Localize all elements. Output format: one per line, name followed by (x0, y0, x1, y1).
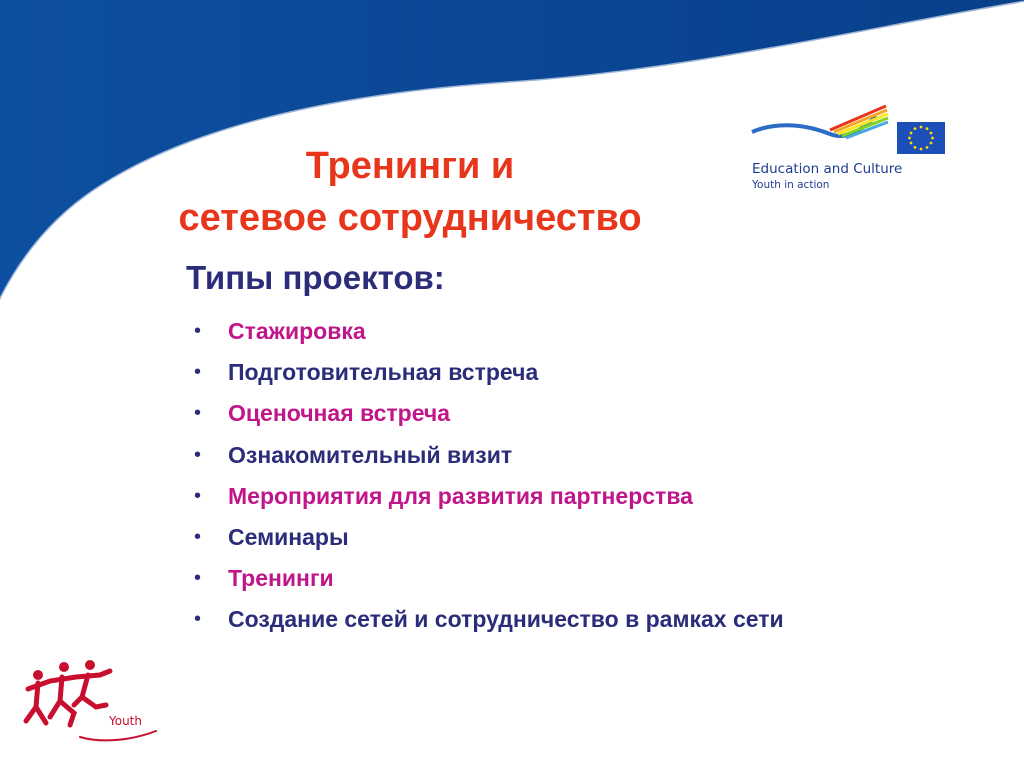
slide-title (0, 140, 820, 244)
project-types-list (186, 311, 784, 641)
bullet-icon: • (194, 525, 202, 548)
bullet-icon: • (194, 320, 202, 342)
bullet-icon: • (194, 402, 202, 425)
title-line-1: Тренинги и (305, 145, 515, 187)
list-item-text: Ознакомительный визит (228, 441, 513, 468)
list-item (186, 599, 784, 640)
youth-in-action-text: Youth in action (752, 179, 830, 191)
bullet-icon: • (194, 443, 202, 466)
title-line-2: сетевое сотрудничество (178, 197, 642, 239)
list-item (186, 393, 784, 434)
list-item (186, 311, 784, 352)
youth-figures-logo (20, 655, 170, 745)
list-item-text: Оценочная встреча (228, 400, 451, 427)
list-item-text: Создание сетей и сотрудничество в рамках сети (228, 606, 784, 633)
list-item-text: Стажировка (228, 318, 366, 344)
list-item-text: Мероприятия для развития партнерства (228, 482, 693, 509)
list-item-text: Подготовительная встреча (228, 359, 539, 386)
slide-subtitle: Типы проектов: (186, 259, 445, 296)
eac-logo-text: Education and Culture (752, 161, 903, 177)
list-item-text: Тренинги (228, 565, 334, 592)
list-item (186, 476, 784, 517)
bullet-icon: • (194, 484, 202, 507)
youth-logo-text: Youth (109, 714, 142, 728)
list-item (186, 435, 784, 476)
list-item (186, 517, 784, 558)
bullet-icon: • (194, 567, 202, 590)
bullet-icon: • (194, 608, 202, 631)
bullet-icon: • (194, 361, 202, 384)
list-item (186, 352, 784, 393)
list-item (186, 558, 784, 599)
list-item-text: Семинары (228, 523, 349, 550)
